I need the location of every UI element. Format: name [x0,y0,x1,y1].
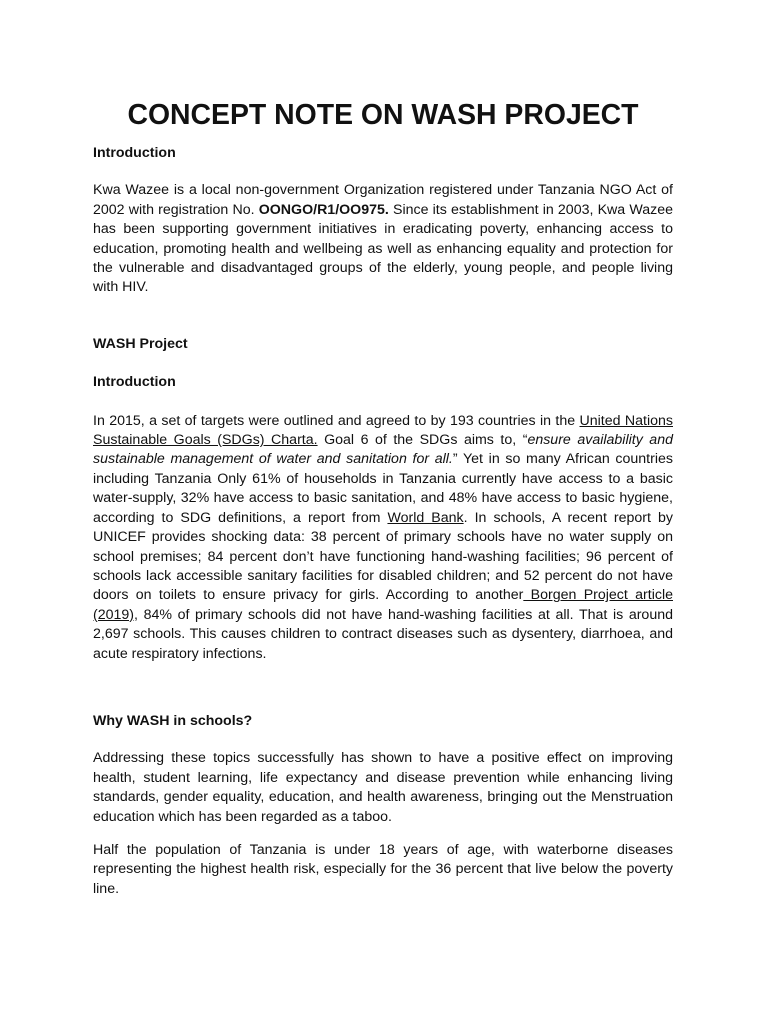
wash-text-part-1: In 2015, a set of targets were outlined and agreed to by 193 countries in the [93,412,580,429]
wash-text-part-5: , 84% of primary schools did not have hand-washing facilities at all. That is around 2,697 schools. This causes children to contract diseases such as dysentery, diarrhoea, and acute respiratory infections. [93,606,673,662]
wash-text-part-4: . In schools, A recent report by UNICEF provides shocking data: 38 percent of primary schools have no water supply on school premises; 84 percent don’t have functioning hand-washing facilities; 96 percent of schools lack accessible sanitary facilities for disabled children; and 52 percent do not have doors on toilets to ensure privacy for girls. According to another [93,509,673,604]
wash-text-part-3: ” Yet in so many African countries including Tanzania Only 61% of households in Tanzania currently have access to a basic water-supply, 32% have access to basic sanitation, and 48% have access to basic hygiene, according to SDG definitions, a report from [93,451,673,526]
why-wash-heading: Why WASH in schools? [93,712,253,729]
sdg-goal-quote: ensure availability and sustainable management of water and sanitation for all. [93,432,673,468]
registration-number: OONGO/R1/OO975. [258,201,389,218]
world-bank-link[interactable]: World Bank [387,509,464,526]
why-wash-paragraph-1: Addressing these topics successfully has shown to have a positive effect on improving health, student learning, life expectancy and disease prevention while enhancing living standards, gender equality, education, and health awareness, bringing out the Menstruation education which has been regarded as a taboo. [93,750,673,825]
wash-project-heading: WASH Project [93,335,188,352]
intro-text-part-1: Kwa Wazee is a local non-government Organization registered under Tanzania NGO Act of 2002 with registration No. [93,182,673,218]
intro-text-part-2: Since its establishment in 2003, Kwa Wazee has been supporting government initiatives in eradicating poverty, enhancing access to education, promoting health and wellbeing as well as enhancing equality and protection for the vulnerable and disadvantaged groups of the elderly, young people, and people living with HIV. [93,201,673,296]
why-wash-paragraph-2: Half the population of Tanzania is under 18 years of age, with waterborne diseases representing the highest health risk, especially for the 36 percent that live below the poverty line. [93,841,673,897]
wash-intro-paragraph [93,412,673,664]
intro-paragraph [93,181,673,297]
wash-text-part-2: Goal 6 of the SDGs aims to, “ [317,432,528,449]
document-title: CONCEPT NOTE ON WASH PROJECT [127,99,639,131]
intro-heading: Introduction [93,145,176,161]
sdg-charta-link[interactable]: United Nations Sustainable Goals (SDGs) Charta. [93,412,673,449]
wash-intro-heading: Introduction [93,374,176,391]
borgen-project-link[interactable]: Borgen Project article (2019) [93,587,673,623]
document-body [93,99,673,899]
